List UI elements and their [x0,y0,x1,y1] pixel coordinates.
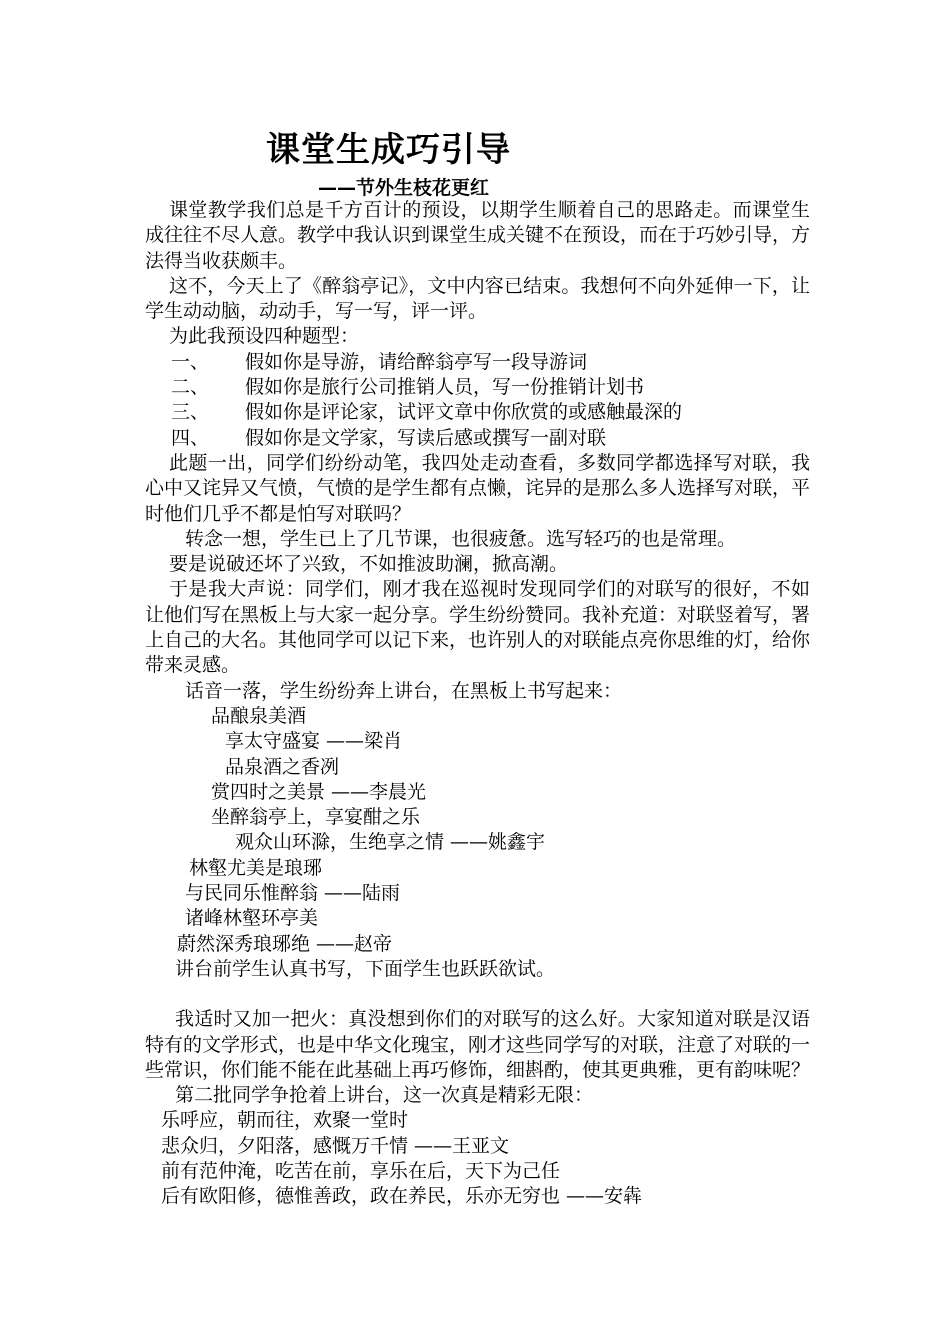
task-item [145,400,810,425]
paragraph-lesson: 这不，今天上了《醉翁亭记》，文中内容已结束。我想何不向外延伸一下，让学生动动脑，动动手，写一写，评一评。 [145,274,810,323]
task-number: 三、 [171,401,210,424]
couplet-line: 蔚然深秀琅琊绝 ——赵帝 [177,932,393,955]
task-text: 假如你是旅行公司推销人员，写一份推销计划书 [245,376,645,399]
task-text: 假如你是导游，请给醉翁亭写一段导游词 [245,350,588,373]
task-item [145,375,810,400]
couplet-line: 坐醉翁亭上，享宴酣之乐 [211,806,421,829]
paragraph-challenge: 我适时又加一把火：真没想到你们的对联写的这么好。大家知道对联是汉语特有的文学形式，也是中华文化瑰宝，刚才这些同学写的对联，注意了对联的一些常识，你们能不能在此基础上再巧修饰，细斟酌，使其更典雅，更有韵味呢？ [145,1008,811,1081]
task-number: 一、 [171,350,210,373]
paragraph-intro: 课堂教学我们总是千方百计的预设，以期学生顺着自己的思路走。而课堂生成往往不尽人意。教学中我认识到课堂生成关键不在预设，而在于巧妙引导，方法得当收获颇丰。 [145,199,811,272]
couplet-line: 与民同乐惟醉翁 ——陆雨 [185,882,401,905]
couplet-line: 悲众归，夕阳落，感慨万千情 ——王亚文 [161,1134,510,1157]
paragraph-second-round: 第二批同学争抢着上讲台，这一次真是精彩无限： [175,1084,594,1107]
document-title: 课堂生成巧引导 [266,130,511,170]
couplet-line: 品酿泉美酒 [211,704,307,727]
task-number: 四、 [171,426,210,449]
paragraph-reaction: 此题一出，同学们纷纷动笔，我四处走动查看，多数同学都选择写对联，我心中又诧异又气愤，气愤的是学生都有点懒，诧异的是那么多人选择写对联，平时他们几乎不都是怕写对联吗？ [145,451,811,525]
couplet-line: 后有欧阳修，德惟善政，政在养民，乐亦无穷也 ——安犇 [161,1185,643,1208]
paragraph-observing: 讲台前学生认真书写，下面学生也跃跃欲试。 [175,957,556,980]
task-number: 二、 [171,376,210,399]
couplet-line: 林壑尤美是琅琊 [189,856,323,879]
document-body [145,198,810,1210]
paragraph-decision: 要是说破还坏了兴致，不如推波助澜，掀高潮。 [169,553,569,576]
task-item [145,350,810,375]
paragraph-reflection: 转念一想，学生已上了几节课，也很疲惫。选写轻巧的也是常理。 [185,527,737,550]
blank-line [145,982,810,1007]
couplet-line: 观众山环滁，生绝享之情 ——姚鑫宇 [235,831,546,854]
couplet-line: 品泉酒之香冽 [225,755,340,778]
document-subtitle: ——节外生枝花更红 [318,177,490,199]
task-text: 假如你是评论家，试评文章中你欣赏的或感触最深的 [245,401,683,424]
couplet-line: 赏四时之美景 ——李晨光 [211,780,427,803]
couplet-line: 享太守盛宴 ——梁肖 [225,730,403,753]
couplet-line: 诸峰林壑环亭美 [185,907,319,930]
task-text: 假如你是文学家，写读后感或撰写一副对联 [245,426,607,449]
paragraph-students-write: 话音一落，学生纷纷奔上讲台，在黑板上书写起来： [185,679,623,702]
paragraph-announcement: 于是我大声说：同学们，刚才我在巡视时发现同学们的对联写的很好，不如让他们写在黑板上与大家一起分享。学生纷纷赞同。我补充道：对联竖着写，署上自己的大名。其他同学可以记下来，也许别人的对联能点亮你思维的灯，给你带来灵感。 [145,578,811,677]
paragraph-task-intro: 为此我预设四种题型： [169,325,360,348]
couplet-line: 前有范仲淹，吃苦在前，享乐在后，天下为己任 [161,1159,561,1182]
task-item [145,426,810,451]
couplet-line: 乐呼应，朝而往，欢聚一堂时 [161,1109,409,1132]
